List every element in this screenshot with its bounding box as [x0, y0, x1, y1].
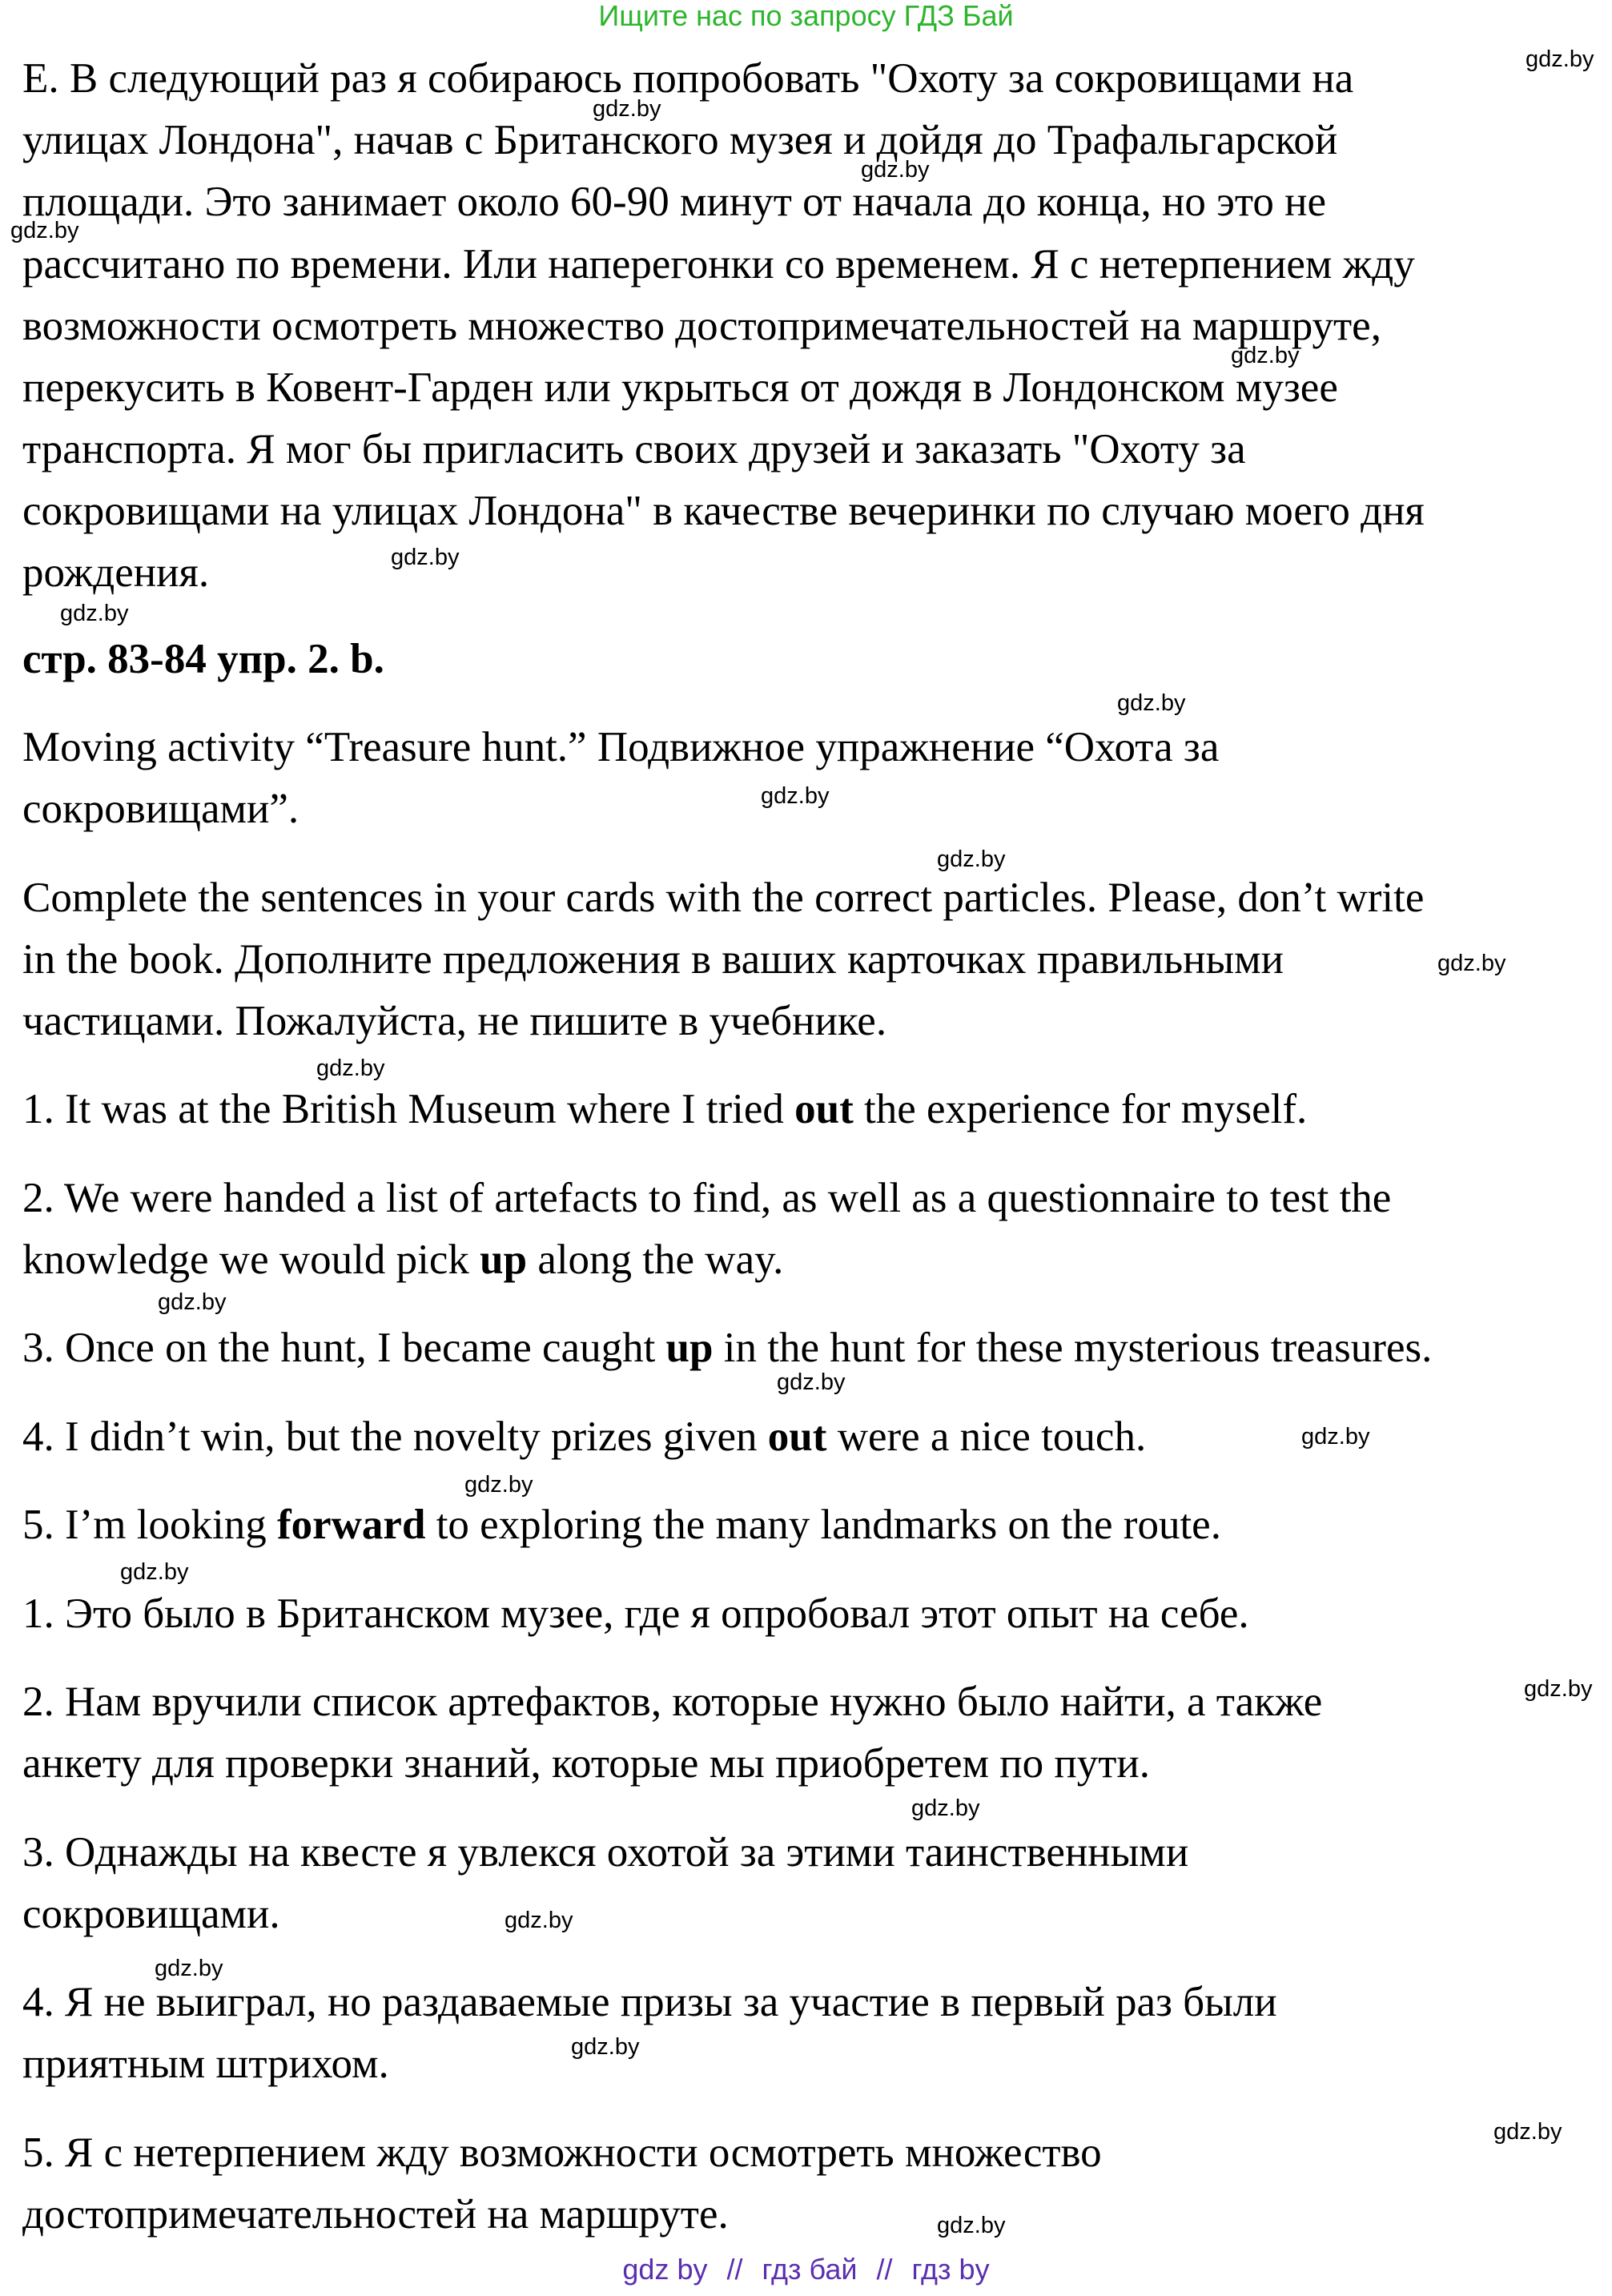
- footer-links: [0, 2254, 1612, 2286]
- russian-sentence-2-line-1: 2. Нам вручили список артефактов, которые нужно было найти, а также: [22, 1679, 1323, 1725]
- watermark: gdz.by: [1526, 46, 1594, 72]
- russian-sentence-3-line-1: 3. Однажды на квесте я увлекся охотой за этими таинственными: [22, 1829, 1189, 1876]
- watermark: gdz.by: [911, 1795, 980, 1821]
- paragraph-e-line-2: улицах Лондона", начав с Британского музея и дойдя до Трафальгарской: [22, 117, 1338, 163]
- watermark: gdz.by: [391, 545, 460, 570]
- exercise-task-line-3: частицами. Пожалуйста, не пишите в учебнике.: [22, 998, 887, 1044]
- exercise-heading: стр. 83-84 упр. 2. b.: [22, 636, 384, 682]
- header-search-link[interactable]: Ищите нас по запросу ГДЗ Бай: [598, 0, 1014, 32]
- watermark: gdz.by: [593, 96, 661, 122]
- russian-sentence-4-line-2: приятным штрихом.: [22, 2041, 389, 2087]
- answer-particle: out: [767, 1413, 827, 1460]
- exercise-task-line-2: in the book. Дополните предложения в ваших карточках правильными: [22, 936, 1284, 983]
- watermark: gdz.by: [937, 846, 1006, 872]
- answer-particle: out: [794, 1086, 854, 1132]
- paragraph-e-line-5: возможности осмотреть множество достопримечательностей на маршруте,: [22, 303, 1381, 349]
- watermark: gdz.by: [1117, 690, 1186, 716]
- watermark: gdz.by: [155, 1956, 223, 1981]
- watermark: gdz.by: [761, 783, 830, 809]
- english-sentence-2-line-2: knowledge we would pick up along the way.: [22, 1236, 784, 1283]
- watermark: gdz.by: [1493, 2119, 1562, 2145]
- exercise-intro-line-2: сокровищами”.: [22, 786, 299, 832]
- watermark: gdz.by: [505, 1908, 573, 1933]
- russian-sentence-5-line-2: достопримечательностей на маршруте.: [22, 2191, 729, 2238]
- watermark: gdz.by: [571, 2034, 640, 2060]
- paragraph-e-line-6: перекусить в Ковент-Гарден или укрыться от дождя в Лондонском музее: [22, 364, 1338, 411]
- footer-separator: //: [876, 2253, 893, 2286]
- watermark: gdz.by: [937, 2213, 1006, 2238]
- watermark: gdz.by: [861, 157, 930, 183]
- watermark: gdz.by: [60, 601, 129, 626]
- answer-particle: up: [480, 1236, 528, 1283]
- watermark: gdz.by: [316, 1056, 385, 1081]
- answer-particle: up: [665, 1325, 714, 1371]
- english-sentence-3: 3. Once on the hunt, I became caught up in the hunt for these mysterious treasures.: [22, 1325, 1433, 1371]
- watermark: gdz.by: [1437, 951, 1506, 976]
- english-sentence-2-line-1: 2. We were handed a list of artefacts to find, as well as a questionnaire to test the: [22, 1175, 1392, 1221]
- english-sentence-4: 4. I didn’t win, but the novelty prizes given out were a nice touch.: [22, 1413, 1147, 1460]
- watermark: gdz.by: [464, 1472, 533, 1498]
- answer-particle: forward: [276, 1502, 426, 1548]
- paragraph-e-line-3: площади. Это занимает около 60-90 минут от начала до конца, но это не: [22, 179, 1326, 225]
- paragraph-e-line-7: транспорта. Я мог бы пригласить своих друзей и заказать "Охоту за: [22, 426, 1246, 472]
- russian-sentence-1: 1. Это было в Британском музее, где я опробовал этот опыт на себе.: [22, 1590, 1249, 1637]
- exercise-task-line-1: Complete the sentences in your cards with the correct particles. Please, don’t write: [22, 875, 1425, 921]
- english-sentence-5: 5. I’m looking forward to exploring the many landmarks on the route.: [22, 1502, 1221, 1548]
- watermark: gdz.by: [777, 1369, 846, 1395]
- russian-sentence-5-line-1: 5. Я с нетерпением жду возможности осмотреть множество: [22, 2129, 1102, 2176]
- paragraph-e-line-1: Е. В следующий раз я собираюсь попробовать "Охоту за сокровищами на: [22, 55, 1354, 102]
- paragraph-e-line-4: рассчитано по времени. Или наперегонки со временем. Я с нетерпением жду: [22, 241, 1415, 288]
- watermark: gdz.by: [1231, 343, 1300, 368]
- russian-sentence-2-line-2: анкету для проверки знаний, которые мы приобретем по пути.: [22, 1740, 1151, 1787]
- english-sentence-1: 1. It was at the British Museum where I tried out the experience for myself.: [22, 1086, 1308, 1132]
- watermark: gdz.by: [1301, 1424, 1370, 1450]
- exercise-intro-line-1: Moving activity “Treasure hunt.” Подвижное упражнение “Охота за: [22, 724, 1220, 770]
- paragraph-e-line-9: рождения.: [22, 549, 210, 596]
- footer-link-gdz-by[interactable]: gdz by: [622, 2253, 708, 2286]
- watermark: gdz.by: [1524, 1676, 1593, 1702]
- footer-link-gdz-by-ru[interactable]: гдз by: [911, 2253, 990, 2286]
- watermark: gdz.by: [10, 218, 79, 243]
- russian-sentence-4-line-1: 4. Я не выиграл, но раздаваемые призы за участие в первый раз были: [22, 1979, 1277, 2025]
- watermark: gdz.by: [158, 1289, 227, 1315]
- footer-separator: //: [726, 2253, 743, 2286]
- footer-link-gdz-bai[interactable]: гдз бай: [762, 2253, 858, 2286]
- russian-sentence-3-line-2: сокровищами.: [22, 1891, 280, 1937]
- watermark: gdz.by: [120, 1559, 189, 1585]
- paragraph-e-line-8: сокровищами на улицах Лондона" в качестве вечеринки по случаю моего дня: [22, 488, 1425, 534]
